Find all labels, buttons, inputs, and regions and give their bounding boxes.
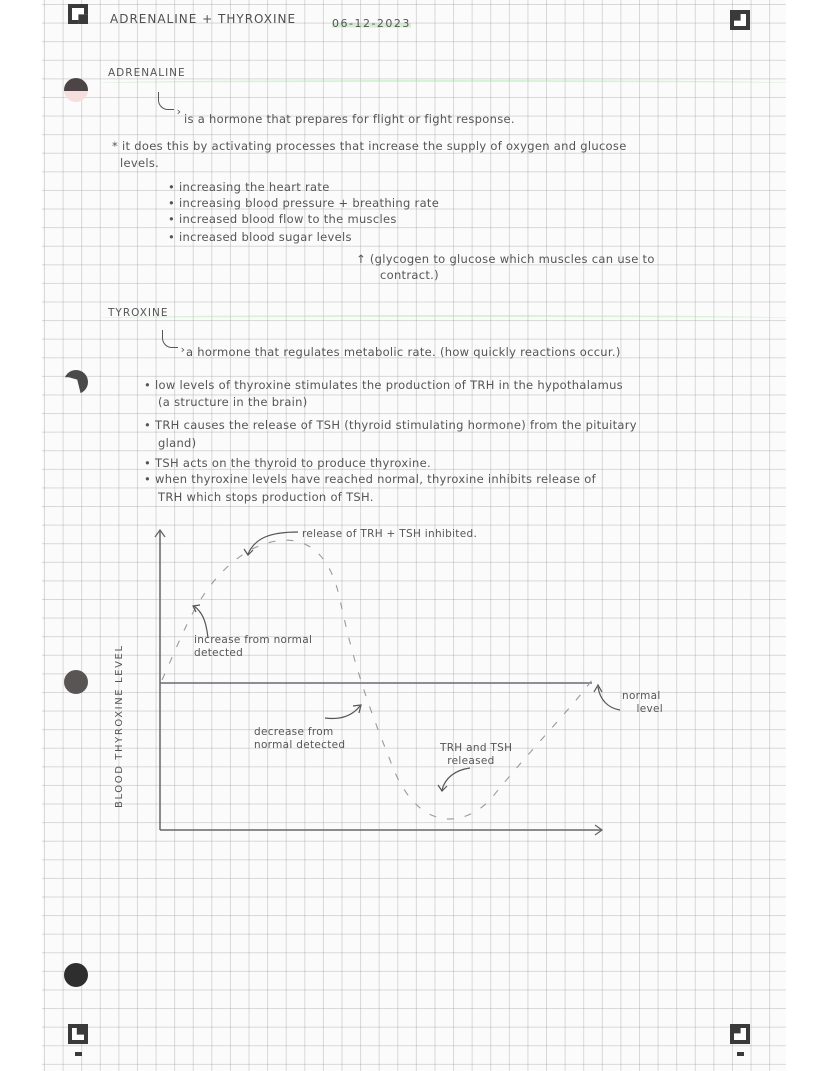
effect-text: increasing the heart rate bbox=[179, 180, 330, 194]
corner-mark-icon bbox=[68, 1024, 88, 1044]
point-text: low levels of thyroxine stimulates the production of TRH in the hypothalamus bbox=[155, 378, 623, 392]
thyroxine-point: • TRH causes the release of TSH (thyroid stimulating hormone) from the pituitary bbox=[144, 418, 637, 432]
thyroxine-point-cont: TRH which stops production of TSH. bbox=[158, 490, 374, 504]
effect-item: • increased blood sugar levels bbox=[168, 230, 352, 244]
binder-hole-icon bbox=[64, 963, 88, 987]
thyroxine-point-cont: (a structure in the brain) bbox=[158, 395, 308, 409]
adrenaline-definition: is a hormone that prepares for flight or fight response. bbox=[184, 112, 515, 126]
arrow-icon bbox=[162, 330, 178, 348]
point-text: TSH acts on the thyroid to produce thyroxine. bbox=[155, 456, 431, 470]
binder-hole-icon bbox=[64, 670, 88, 694]
thyroxine-point: • TSH acts on the thyroid to produce thyroxine. bbox=[144, 456, 431, 470]
arrow-icon bbox=[158, 92, 174, 110]
point-text: TRH causes the release of TSH (thyroid stimulating hormone) from the pituitary bbox=[155, 418, 637, 432]
thyroxine-feedback-graph bbox=[130, 520, 620, 850]
annotation-falling: decrease from normal detected bbox=[254, 726, 346, 751]
adrenaline-mechanism-cont: levels. bbox=[120, 156, 160, 170]
graph-svg bbox=[130, 520, 620, 850]
thyroxine-point: • low levels of thyroxine stimulates the production of TRH in the hypothalamus bbox=[144, 378, 623, 392]
annotation-rising: increase from normal detected bbox=[194, 634, 313, 659]
annotation-trough: TRH and TSH released bbox=[440, 742, 513, 767]
corner-mark-icon bbox=[730, 10, 750, 30]
page-date: 06-12-2023 bbox=[332, 17, 411, 30]
point-text: when thyroxine levels have reached normal, thyroxine inhibits release of bbox=[155, 472, 596, 486]
dash-mark-icon bbox=[737, 1052, 744, 1056]
adrenaline-mechanism: * it does this by activating processes that increase the supply of oxygen and glucose bbox=[112, 139, 627, 153]
highlight-wave bbox=[100, 80, 790, 86]
effect-text: increasing blood pressure + breathing rate bbox=[179, 196, 440, 210]
thyroxine-point-cont: gland) bbox=[158, 436, 197, 450]
effect-item: • increased blood flow to the muscles bbox=[168, 212, 397, 226]
binder-hole-icon bbox=[64, 370, 88, 394]
annotation-normal-level: normal level bbox=[622, 690, 664, 715]
effect-text: increased blood flow to the muscles bbox=[179, 212, 397, 226]
effect-item: • increasing blood pressure + breathing rate bbox=[168, 196, 440, 210]
thyroxine-point: • when thyroxine levels have reached normal, thyroxine inhibits release of bbox=[144, 472, 596, 486]
effect-item: • increasing the heart rate bbox=[168, 180, 330, 194]
adrenaline-heading: ADRENALINE bbox=[108, 67, 186, 79]
highlight-wave bbox=[100, 315, 790, 321]
binder-hole-icon bbox=[64, 78, 88, 102]
page-title: ADRENALINE + THYROXINE bbox=[110, 12, 297, 26]
effect-text: increased blood sugar levels bbox=[179, 230, 352, 244]
corner-mark-icon bbox=[730, 1024, 750, 1044]
corner-mark-icon bbox=[68, 4, 88, 24]
thyroxine-heading: TYROXINE bbox=[108, 307, 169, 319]
dash-mark-icon bbox=[75, 1052, 82, 1056]
adrenaline-note: ↑ (glycogen to glucose which muscles can use to bbox=[356, 252, 655, 266]
graph-y-axis-label: BLOOD THYROXINE LEVEL bbox=[114, 644, 125, 808]
annotation-peak: release of TRH + TSH inhibited. bbox=[302, 528, 478, 540]
thyroxine-definition: a hormone that regulates metabolic rate. (how quickly reactions occur.) bbox=[186, 345, 621, 359]
adrenaline-note-cont: contract.) bbox=[380, 268, 439, 282]
